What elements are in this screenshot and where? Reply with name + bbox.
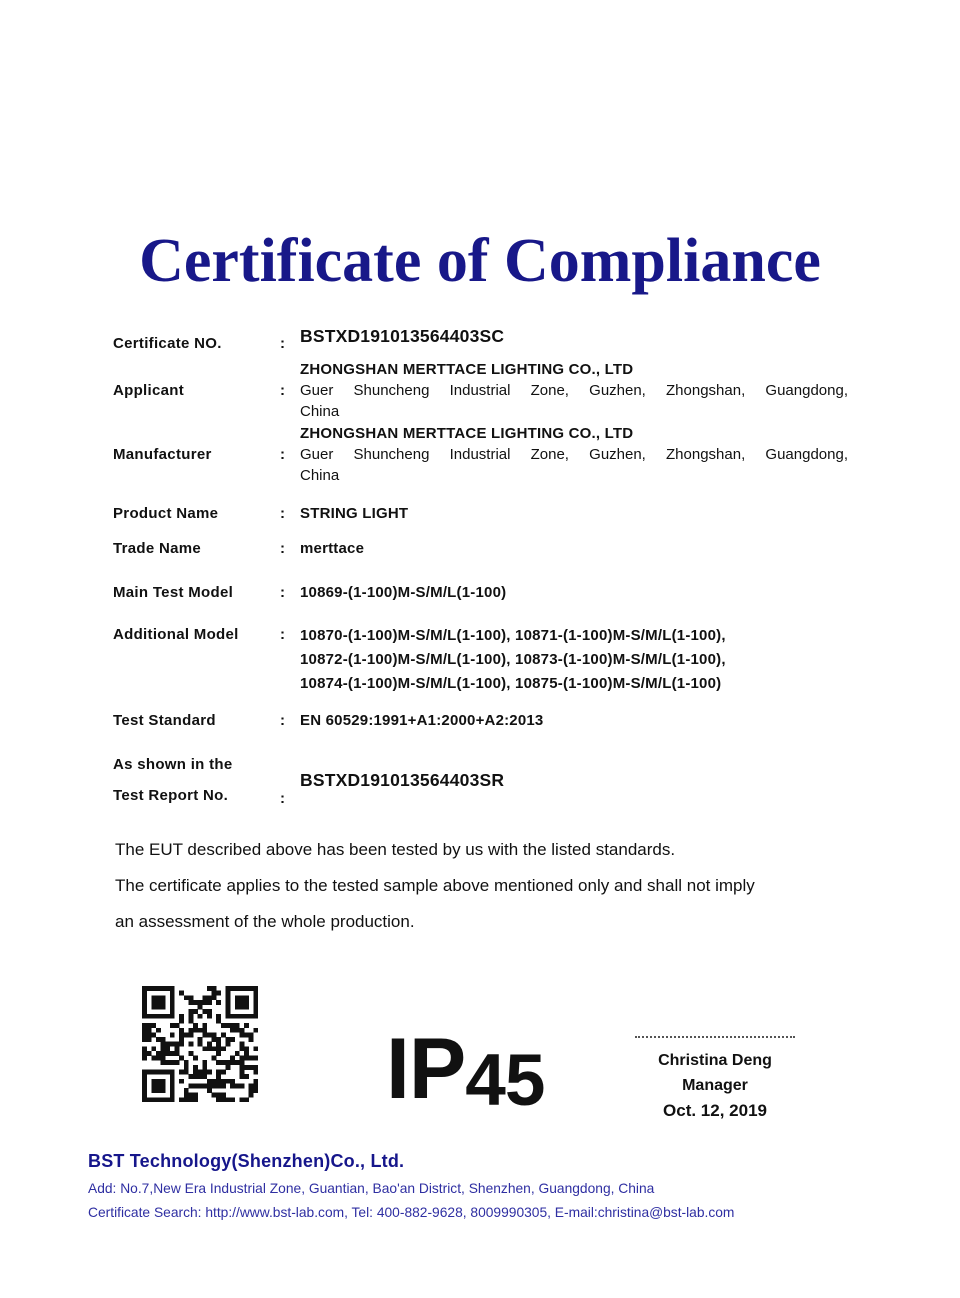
field-label: Certificate NO.: [113, 335, 222, 352]
certificate-fields: [113, 324, 848, 811]
signature-block: [630, 1036, 800, 1124]
field-label-line1: As shown in the: [113, 756, 233, 773]
product-name: STRING LIGHT: [300, 505, 409, 522]
field-row-main-test-model: [113, 582, 848, 604]
page-title: Certificate of Compliance: [139, 227, 821, 295]
field-row-product-name: [113, 503, 848, 525]
trade-name: merttace: [300, 540, 365, 557]
field-row-trade-name: [113, 538, 848, 560]
certificate-number: BSTXD191013564403SC: [300, 326, 505, 346]
field-row-applicant: [113, 359, 848, 422]
field-colon: :: [280, 381, 285, 399]
statement-line2: The certificate applies to the tested sample above mentioned only and shall not imply: [115, 876, 755, 895]
field-row-manufacturer: [113, 423, 848, 486]
applicant-address-line2: China: [300, 403, 340, 420]
ip-rating: [386, 1021, 545, 1121]
field-colon: :: [280, 445, 285, 463]
field-label: Main Test Model: [113, 584, 234, 601]
field-label: Manufacturer: [113, 445, 212, 463]
ip-rating-number: 45: [465, 1040, 545, 1121]
field-label: Product Name: [113, 505, 219, 522]
lab-footer: [88, 1150, 888, 1222]
field-label: Trade Name: [113, 540, 202, 557]
lab-contact-line: Certificate Search: http://www.bst-lab.com, Tel: 400-882-9628, 8009990305, E-mail:christina@bst-lab.com: [88, 1205, 735, 1220]
main-test-model: 10869-(1-100)M-S/M/L(1-100): [300, 584, 507, 601]
additional-model-line3: 10874-(1-100)M-S/M/L(1-100), 10875-(1-100)M-S/M/L(1-100): [300, 675, 722, 692]
qr-code-icon: [142, 985, 258, 1105]
field-label-line2: Test Report No.: [113, 787, 229, 804]
test-standard: EN 60529:1991+A1:2000+A2:2013: [300, 712, 544, 729]
statement-line1: The EUT described above has been tested by us with the listed standards.: [115, 840, 676, 859]
applicant-address-line1: Guer Shuncheng Industrial Zone, Guzhen, Zhongshan, Guangdong,: [300, 382, 848, 399]
field-colon: :: [280, 626, 285, 643]
signatory-role: Manager: [682, 1077, 748, 1094]
field-label: Additional Model: [113, 626, 239, 643]
additional-model-line1: 10870-(1-100)M-S/M/L(1-100), 10871-(1-100)M-S/M/L(1-100),: [300, 627, 726, 644]
statement-line3: an assessment of the whole production.: [115, 912, 415, 931]
manufacturer-address-line1: Guer Shuncheng Industrial Zone, Guzhen, Zhongshan, Guangdong,: [300, 446, 848, 463]
field-label: Applicant: [113, 381, 185, 399]
field-colon: :: [280, 712, 285, 729]
manufacturer-company: ZHONGSHAN MERTTACE LIGHTING CO., LTD: [300, 425, 634, 442]
additional-model-line2: 10872-(1-100)M-S/M/L(1-100), 10873-(1-100)M-S/M/L(1-100),: [300, 651, 726, 668]
field-colon: :: [280, 790, 285, 807]
signatory-name: Christina Deng: [658, 1052, 772, 1069]
lab-company-name: BST Technology(Shenzhen)Co., Ltd.: [88, 1151, 405, 1171]
field-label: [113, 749, 280, 811]
signature-date: Oct. 12, 2019: [663, 1101, 767, 1120]
field-colon: :: [280, 335, 285, 352]
field-label: Test Standard: [113, 712, 216, 729]
compliance-statement: [115, 832, 860, 940]
additional-models: [300, 624, 848, 696]
field-row-additional-model: [113, 624, 848, 696]
ip-rating-prefix: IP: [386, 1021, 466, 1117]
field-colon: :: [280, 540, 285, 557]
signature-dotted-line: [635, 1036, 795, 1038]
test-report-number: BSTXD191013564403SR: [300, 770, 505, 790]
field-colon: :: [280, 584, 285, 601]
field-row-certificate-no: [113, 324, 848, 355]
lab-address: Add: No.7,New Era Industrial Zone, Guantian, Bao'an District, Shenzhen, Guangdong, China: [88, 1181, 655, 1196]
field-row-test-report-no: [113, 749, 848, 811]
manufacturer-address-line2: China: [300, 467, 340, 484]
applicant-value: [300, 359, 848, 422]
manufacturer-value: [300, 423, 848, 486]
applicant-company: ZHONGSHAN MERTTACE LIGHTING CO., LTD: [300, 361, 634, 378]
field-row-test-standard: [113, 710, 848, 732]
field-colon: :: [280, 505, 285, 522]
